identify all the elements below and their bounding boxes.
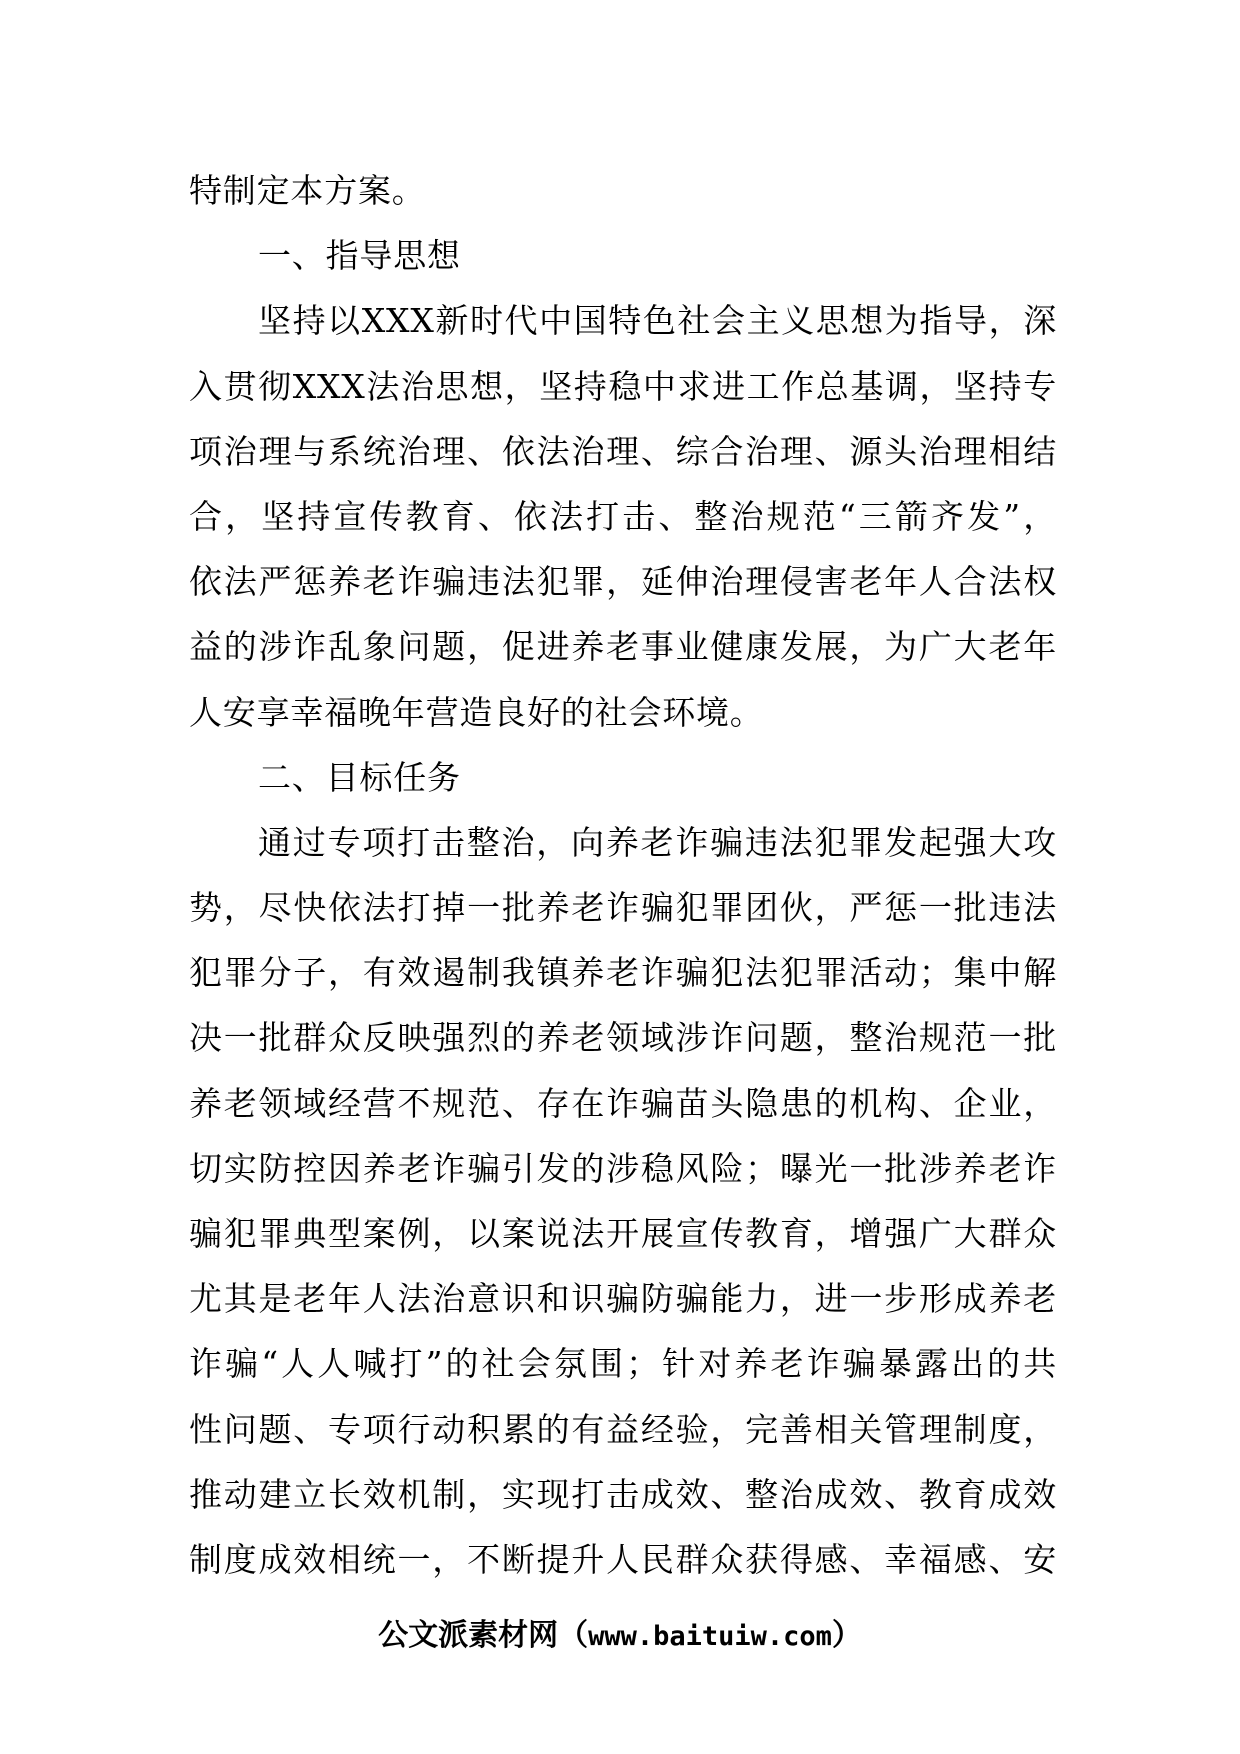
body-text-line: 制度成效相统一，不断提升人民群众获得感、幸福感、安 [189,1539,1057,1579]
body-text-line: 诈骗“人人喊打”的社会氛围；针对养老诈骗暴露出的共 [189,1344,1057,1384]
footer-site-name: 公文派素材网 [378,1618,559,1653]
body-text-line: 益的涉诈乱象问题，促进养老事业健康发展，为广大老年 [189,627,1057,667]
body-text-line: 坚持以XXX新时代中国特色社会主义思想为指导，深 [258,301,1057,341]
body-text-line: 推动建立长效机制，实现打击成效、整治成效、教育成效 [189,1474,1057,1514]
section-heading-objectives: 二、目标任务 [258,757,461,797]
body-text-line: 切实防控因养老诈骗引发的涉稳风险；曝光一批涉养老诈 [189,1148,1057,1188]
body-text-line: 性问题、专项行动积累的有益经验，完善相关管理制度， [189,1409,1057,1449]
body-text-line: 势，尽快依法打掉一批养老诈骗犯罪团伙，严惩一批违法 [189,888,1057,928]
document-body [189,158,1057,1592]
body-text-line: 特制定本方案。 [189,171,426,210]
body-text-line: 人安享幸福晚年营造良好的社会环境。 [189,692,764,732]
body-text-line: 骗犯罪典型案例，以案说法开展宣传教育，增强广大群众 [189,1214,1057,1253]
body-text-line: 养老领域经营不规范、存在诈骗苗头隐患的机构、企业， [189,1083,1057,1123]
section-heading-guiding-ideology: 一、指导思想 [258,236,461,276]
body-text-line: 入贯彻XXX法治思想，坚持稳中求进工作总基调，坚持专 [189,366,1057,406]
footer-url: www.baituiw.com [588,1621,832,1652]
body-text-line: 犯罪分子，有效遏制我镇养老诈骗犯法犯罪活动；集中解 [189,953,1057,993]
body-text-line: 合，坚持宣传教育、依法打击、整治规范“三箭齐发”， [189,496,1057,536]
body-text-line: 尤其是老年人法治意识和识骗防骗能力，进一步形成养老 [189,1279,1057,1319]
body-text-line: 决一批群众反映强烈的养老领域涉诈问题，整治规范一批 [189,1018,1057,1058]
footer-open-paren: （ [558,1618,589,1653]
body-text-line: 通过专项打击整治，向养老诈骗违法犯罪发起强大攻 [258,822,1057,862]
body-text-line: 项治理与系统治理、依法治理、综合治理、源头治理相结 [189,431,1057,471]
body-text-line: 依法严惩养老诈骗违法犯罪，延伸治理侵害老年人合法权 [189,562,1057,602]
footer-close-paren: ） [831,1618,862,1653]
footer-watermark [0,1614,1240,1658]
